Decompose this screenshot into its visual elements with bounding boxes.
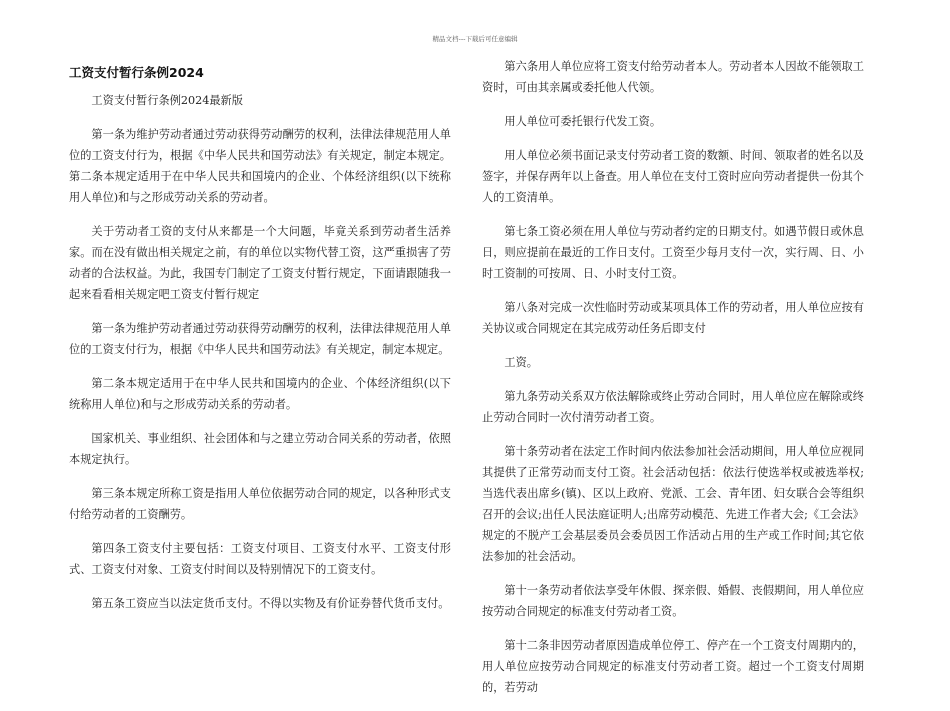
article-paragraph: 第一条为维护劳动者通过劳动获得劳动酬劳的权利，法律法律规范用人单位的工资支付行为，根据《中华人民共和国劳动法》有关规定，制定本规定。 bbox=[69, 322, 451, 356]
article-paragraph: 第十条劳动者在法定工作时间内依法参加社会活动期间，用人单位应视同其提供了正常劳动而支付工资。社会活动包括：依法行使选举权或被选举权;当选代表出席乡(镇)、区以上政府、党派、工会、青年团、妇女联合会等组织召开的会议;出任人民法庭证明人;出席劳动模范、先进工作者大会;《工会法》规定的不脱产工会基层委员会委员因工作活动占用的生产或工作时间;其它依法参加的社会活动。 bbox=[482, 445, 864, 563]
article-paragraph: 第十二条非因劳动者原因造成单位停工、停产在一个工资支付周期内的，用人单位应按劳动合同规定的标准支付劳动者工资。超过一个工资支付周期的，若劳动 bbox=[482, 639, 864, 694]
page-header: 精品文档---下载后可任意编辑 bbox=[432, 35, 518, 43]
article-paragraph: 第四条工资支付主要包括：工资支付项目、工资支付水平、工资支付形式、工资支付对象、工资支付时间以及特别情况下的工资支付。 bbox=[69, 542, 451, 576]
article-paragraph: 第五条工资应当以法定货币支付。不得以实物及有价证券替代货币支付。 bbox=[91, 597, 450, 610]
article-paragraph: 国家机关、事业组织、社会团体和与之建立劳动合同关系的劳动者，依照本规定执行。 bbox=[69, 432, 451, 466]
article-paragraph: 用人单位可委托银行代发工资。 bbox=[504, 115, 662, 128]
article-paragraph: 第一条为维护劳动者通过劳动获得劳动酬劳的权利，法律法律规范用人单位的工资支付行为，根据《中华人民共和国劳动法》有关规定，制定本规定。第二条本规定适用于在中华人民共和国境内的企业、个体经济组织(以下统称用人单位)和与之形成劳动关系的劳动者。 bbox=[69, 128, 451, 204]
article-paragraph: 第九条劳动关系双方依法解除或终止劳动合同时，用人单位应在解除或终止劳动合同时一次付清劳动者工资。 bbox=[482, 390, 864, 424]
right-column bbox=[482, 56, 864, 711]
article-paragraph: 工资。 bbox=[504, 356, 538, 369]
subtitle-paragraph: 工资支付暂行条例2024最新版 bbox=[91, 94, 243, 107]
article-paragraph: 第八条对完成一次性临时劳动或某项具体工作的劳动者，用人单位应按有关协议或合同规定在其完成劳动任务后即支付 bbox=[482, 301, 864, 335]
article-paragraph: 第七条工资必须在用人单位与劳动者约定的日期支付。如遇节假日或休息日，则应提前在最近的工作日支付。工资至少每月支付一次，实行周、日、小时工资制的可按周、日、小时支付工资。 bbox=[482, 225, 864, 280]
article-paragraph: 第六条用人单位应将工资支付给劳动者本人。劳动者本人因故不能领取工资时，可由其亲属或委托他人代领。 bbox=[482, 60, 864, 94]
article-paragraph: 第三条本规定所称工资是指用人单位依据劳动合同的规定，以各种形式支付给劳动者的工资酬劳。 bbox=[69, 487, 451, 521]
left-column bbox=[69, 64, 451, 627]
article-paragraph: 第二条本规定适用于在中华人民共和国境内的企业、个体经济组织(以下统称用人单位)和与之形成劳动关系的劳动者。 bbox=[69, 377, 451, 411]
article-paragraph: 用人单位必须书面记录支付劳动者工资的数额、时间、领取者的姓名以及签字，并保存两年以上备查。用人单位在支付工资时应向劳动者提供一份其个人的工资清单。 bbox=[482, 149, 864, 204]
article-paragraph: 关于劳动者工资的支付从来都是一个大问题，毕竟关系到劳动者生活养家。而在没有做出相关规定之前，有的单位以实物代替工资，这严重损害了劳动者的合法权益。为此，我国专门制定了工资支付暂行规定，下面请跟随我一起来看看相关规定吧工资支付暂行规定 bbox=[69, 225, 451, 301]
article-paragraph: 第十一条劳动者依法享受年休假、探亲假、婚假、丧假期间，用人单位应按劳动合同规定的标准支付劳动者工资。 bbox=[482, 584, 864, 618]
document-title: 工资支付暂行条例2024 bbox=[69, 65, 204, 80]
